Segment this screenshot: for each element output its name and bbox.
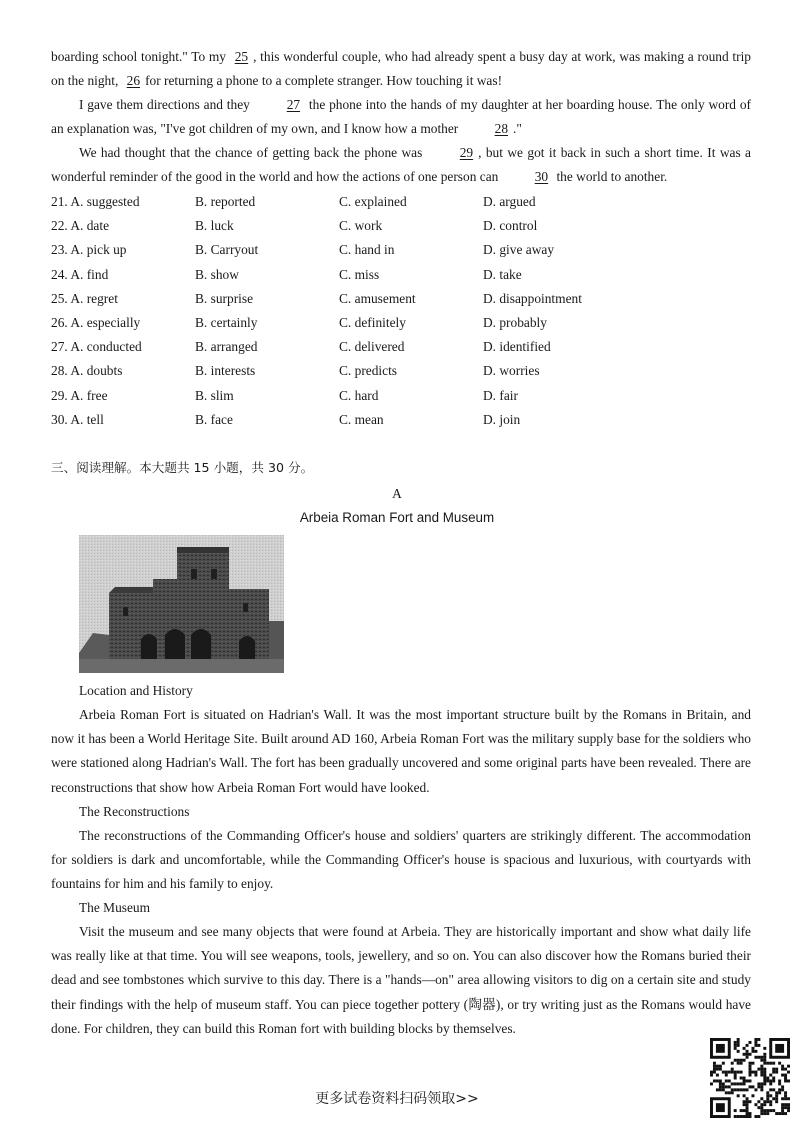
- blank-29: 29: [459, 145, 474, 160]
- option-a: 26. A. especially: [51, 314, 141, 330]
- roman-fort-photo: [79, 535, 284, 673]
- option-a: 25. A. regret: [51, 290, 118, 306]
- qr-code-icon[interactable]: [709, 1038, 791, 1118]
- option-d: D. identified: [483, 339, 551, 355]
- option-b: B. interests: [195, 363, 256, 379]
- reading-paragraph-museum: Visit the museum and see many objects that were found at Arbeia. They are historically important and show what daily life was really like at that time. You will see weapons, tools, jewellery, and so on. You can also discover how the Romans buried their dead and see tombstones which survive to this day. There is a "hands—on" area allowing visitors to dig on a certain site and study their findings with the help of museum staff. You can piece together pottery (陶器), or try writing just as the Romans would have done. For children, they can build this Roman fort with building blocks by themselves.: [51, 924, 751, 1036]
- option-d: D. take: [483, 266, 522, 282]
- option-c: C. amusement: [339, 290, 416, 306]
- subheading-museum: The Museum: [79, 900, 151, 915]
- option-b: B. reported: [195, 194, 256, 209]
- option-a: 27. A. conducted: [51, 339, 142, 355]
- option-row-30: [51, 408, 751, 432]
- option-a: 21. A. suggested: [51, 194, 140, 209]
- option-a: 30. A. tell: [51, 411, 104, 427]
- option-a: 29. A. free: [51, 387, 108, 403]
- passage-text: , this wonderful couple, who had already spent a busy day at work, was making a round trip on the night,: [51, 49, 751, 89]
- option-b: B. certainly: [195, 314, 258, 330]
- option-d: D. argued: [483, 194, 536, 209]
- option-c: C. work: [339, 218, 383, 234]
- option-c: C. predicts: [339, 363, 398, 379]
- passage-title: Arbeia Roman Fort and Museum: [299, 510, 495, 525]
- option-row-29: [51, 384, 751, 408]
- blank-25: 25: [234, 49, 249, 64]
- reading-paragraph-location: Arbeia Roman Fort is situated on Hadrian's Wall. It was the most important structure built by the Romans in Britain, and now it has been a World Heritage Site. Built around AD 160, Arbeia Roman Fort was the military supply base for the soldiers who were stationed along Hadrian's Wall. The fort has been gradually uncovered and some original parts have been revealed. There are reconstructions that show how Arbeia Roman Fort would have looked.: [51, 707, 751, 795]
- option-row-23: [51, 238, 751, 262]
- subheading-location: Location and History: [79, 683, 193, 698]
- passage-text: We had thought that the chance of getting back the phone was: [79, 145, 427, 160]
- passage-letter: A: [392, 486, 402, 501]
- option-b: B. show: [195, 266, 239, 282]
- option-b: B. Carryout: [195, 242, 259, 258]
- passage-text: boarding school tonight." To my: [51, 49, 230, 64]
- reading-paragraph-reconstructions: The reconstructions of the Commanding Officer's house and soldiers' quarters are strikingly different. The accommodation for soldiers is dark and uncomfortable, while the Commanding Officer's house is spacious and luxurious, with courtyards with fountains for him and his family to enjoy.: [51, 828, 751, 892]
- passage-text: , but we got it back in such a short time. It was a wonderful reminder of the good in the world and how the actions of one person can: [51, 145, 752, 185]
- option-d: D. disappointment: [483, 290, 582, 306]
- option-d: D. give away: [483, 242, 555, 258]
- section-heading: 三、阅读理解。本大题共 15 小题，共 30 分。: [51, 460, 314, 475]
- passage-text: for returning a phone to a complete stranger. How touching it was!: [145, 73, 503, 89]
- option-c: C. delivered: [339, 339, 405, 355]
- option-c: C. miss: [339, 266, 380, 282]
- blank-26: 26: [126, 73, 141, 89]
- option-row-28: [51, 359, 751, 383]
- option-d: D. join: [483, 411, 521, 427]
- option-a: 24. A. find: [51, 266, 109, 282]
- option-a: 23. A. pick up: [51, 242, 127, 258]
- subheading-reconstructions: The Reconstructions: [79, 804, 190, 819]
- option-b: B. slim: [195, 387, 234, 403]
- option-d: D. fair: [483, 387, 518, 403]
- option-c: C. mean: [339, 411, 384, 427]
- option-row-21: [51, 190, 751, 214]
- option-c: C. definitely: [339, 314, 406, 330]
- passage-paragraph-2: [51, 93, 751, 141]
- option-c: C. explained: [339, 194, 407, 209]
- passage-text: the phone into the hands of my daughter at her boarding house. The only word of an explanation was, "I've got children of my own, and I know how a mother: [51, 97, 751, 137]
- passage-text: the world to another.: [553, 169, 668, 185]
- option-c: C. hand in: [339, 242, 395, 258]
- option-row-22: [51, 214, 751, 238]
- footer-text: 更多试卷资料扫码领取>>: [315, 1091, 479, 1107]
- option-b: B. surprise: [195, 290, 254, 306]
- option-d: D. probably: [483, 314, 547, 330]
- passage-paragraph-1: [51, 45, 751, 93]
- option-b: B. face: [195, 411, 233, 427]
- passage-paragraph-3: [51, 141, 751, 189]
- option-d: D. control: [483, 218, 538, 234]
- option-c: C. hard: [339, 387, 379, 403]
- option-d: D. worries: [483, 363, 540, 379]
- option-a: 28. A. doubts: [51, 363, 123, 379]
- passage-text: I gave them directions and they: [79, 97, 254, 112]
- option-row-26: [51, 311, 751, 335]
- option-b: B. arranged: [195, 339, 258, 355]
- blank-27: 27: [286, 97, 301, 112]
- blank-30: 30: [534, 169, 549, 185]
- passage-text: .": [513, 121, 522, 137]
- blank-28: 28: [494, 121, 509, 137]
- option-row-27: [51, 335, 751, 359]
- cloze-options: [51, 190, 751, 432]
- option-a: 22. A. date: [51, 218, 110, 234]
- option-row-25: [51, 287, 751, 311]
- option-row-24: [51, 263, 751, 287]
- option-b: B. luck: [195, 218, 234, 234]
